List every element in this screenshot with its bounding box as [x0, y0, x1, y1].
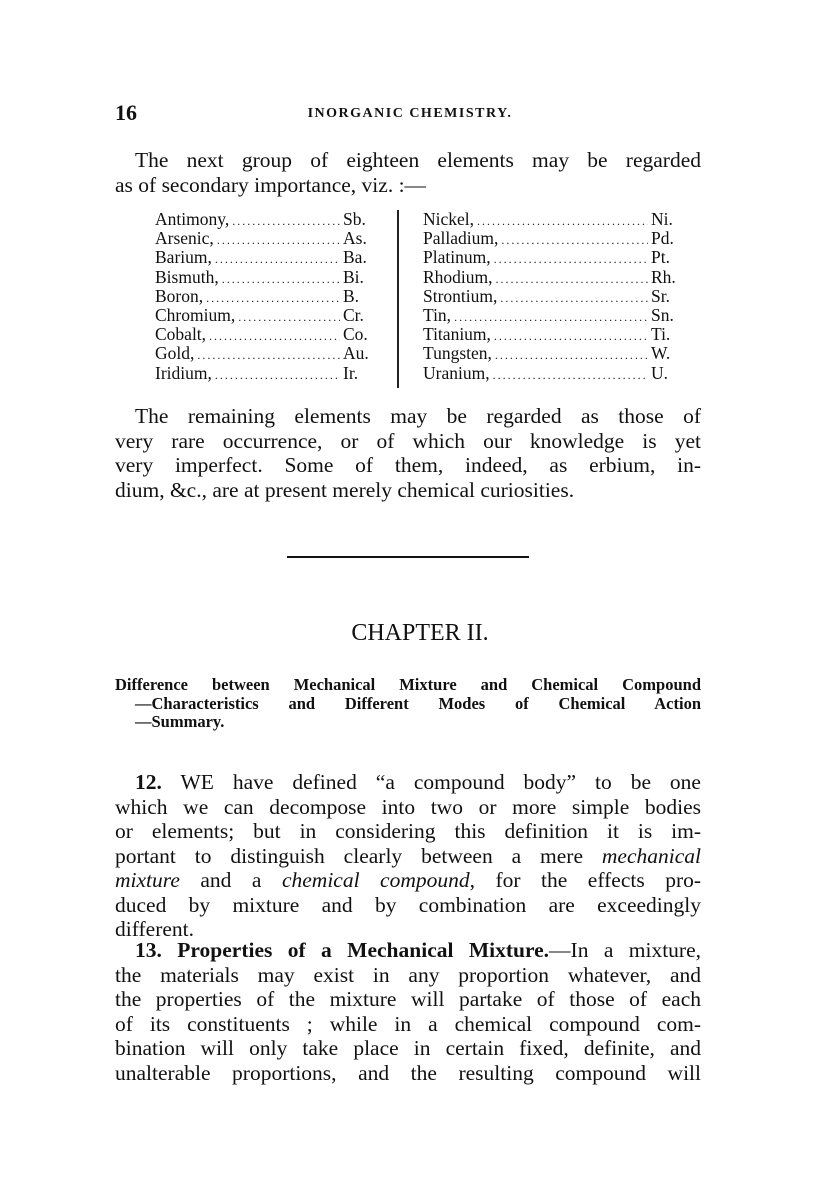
paragraph-line: bination will only take place in certain fixed, definite, and — [115, 1036, 701, 1060]
drop-word: WE — [180, 770, 214, 794]
element-name: Palladium, — [423, 228, 499, 249]
element-row — [423, 287, 685, 306]
element-symbol: B. — [343, 285, 360, 306]
dot-leader — [209, 327, 340, 346]
element-name: Tin, — [423, 304, 452, 325]
summary-line: Difference between Mechanical Mixture and Chemical Compound — [115, 675, 701, 694]
paragraph-line: The remaining elements may be regarded as those of — [135, 404, 701, 428]
element-symbol: Au. — [343, 343, 369, 364]
dot-leader — [215, 366, 340, 385]
summary-line: —Characteristics and Different Modes of Chemical Action — [135, 693, 701, 713]
summary-line: —Summary. — [135, 712, 225, 731]
element-name: Rhodium, — [423, 266, 493, 287]
paragraph-line: the properties of the mixture will partake of those of each — [115, 987, 701, 1011]
dot-leader — [477, 212, 648, 231]
running-title: INORGANIC CHEMISTRY. — [307, 106, 513, 121]
element-symbol: Sn. — [651, 304, 674, 325]
elements-column-left — [155, 210, 377, 383]
element-row — [423, 268, 685, 287]
element-row — [155, 306, 377, 325]
section-heading: Properties of a Mechanical Mixture. — [177, 938, 550, 962]
element-row — [423, 364, 685, 383]
italic-term: chemical compound — [281, 868, 470, 892]
element-row — [155, 229, 377, 248]
element-name: Barium, — [155, 247, 212, 268]
element-symbol: Ir. — [343, 362, 359, 383]
element-row — [155, 268, 377, 287]
running-head — [115, 100, 705, 130]
paragraph-line: of its constituents ; while in a chemical compound com- — [115, 1011, 701, 1036]
dot-leader — [197, 346, 340, 365]
element-symbol: Pt. — [651, 247, 670, 268]
paragraph-line: very imperfect. Some of them, indeed, as erbium, in- — [115, 453, 701, 477]
element-symbol: Co. — [343, 324, 368, 345]
dot-leader — [238, 308, 340, 327]
dot-leader — [493, 366, 648, 385]
dot-leader — [222, 270, 340, 289]
element-row — [155, 248, 377, 267]
element-row — [155, 344, 377, 363]
element-name: Nickel, — [423, 209, 475, 229]
paragraph-line: mixture and a chemical compound, for the effects pro- — [115, 868, 702, 892]
paragraph-line: dium, &c., are at present merely chemical curiosities. — [115, 477, 575, 502]
dot-leader — [232, 212, 340, 231]
paragraph-line: different. — [115, 917, 194, 941]
element-row — [423, 248, 685, 267]
dot-leader — [501, 231, 648, 250]
dot-leader — [494, 250, 648, 269]
element-symbol: Bi. — [343, 266, 364, 287]
paragraph-line: unalterable proportions, and the resulting compound will — [115, 1060, 701, 1085]
element-name: Tungsten, — [423, 343, 492, 364]
paragraph-line: duced by mixture and by combination are exceedingly — [115, 892, 701, 917]
element-row — [423, 344, 685, 363]
element-name: Antimony, — [155, 209, 230, 229]
paragraph-line: the materials may exist in any proportion whatever, and — [115, 962, 701, 987]
section-divider-rule — [287, 556, 529, 558]
dot-leader — [496, 270, 648, 289]
element-name: Boron, — [155, 285, 204, 306]
element-row — [155, 325, 377, 344]
element-symbol: Ti. — [651, 324, 671, 345]
element-row — [155, 287, 377, 306]
italic-term: mixture — [115, 868, 180, 892]
element-name: Platinum, — [423, 247, 491, 268]
section-12-paragraph — [115, 770, 701, 942]
element-name: Iridium, — [155, 362, 212, 383]
paragraph-line: which we can decompose into two or more simple bodies — [115, 794, 701, 819]
element-row — [155, 364, 377, 383]
paragraph-line: as of secondary importance, viz. :— — [115, 172, 427, 197]
element-symbol: W. — [651, 343, 671, 364]
section-number: 13. — [135, 938, 162, 962]
dot-leader — [215, 250, 340, 269]
paragraph-line: very rare occurrence, or of which our knowledge is yet — [115, 428, 701, 453]
element-name: Strontium, — [423, 285, 498, 306]
paragraph-line: or elements; but in considering this definition it is im- — [115, 819, 701, 843]
intro-paragraph — [115, 148, 701, 197]
section-13-paragraph — [115, 938, 701, 1085]
element-row — [423, 306, 685, 325]
elements-column-right — [423, 210, 685, 383]
element-symbol: Pd. — [651, 228, 674, 249]
chapter-summary — [115, 676, 701, 732]
element-row — [423, 210, 685, 229]
element-symbol: Ba. — [343, 247, 367, 268]
element-name: Chromium, — [155, 304, 236, 325]
element-symbol: Cr. — [343, 304, 364, 325]
element-name: Uranium, — [423, 362, 490, 383]
element-name: Bismuth, — [155, 266, 219, 287]
chapter-title: CHAPTER II. — [351, 620, 489, 646]
element-name: Cobalt, — [155, 324, 207, 345]
element-name: Gold, — [155, 343, 195, 364]
page-number: 16 — [115, 100, 137, 125]
dot-leader — [495, 346, 648, 365]
element-symbol: Sr. — [651, 285, 670, 306]
dot-leader — [500, 289, 648, 308]
remaining-elements-paragraph — [115, 404, 701, 502]
italic-term: mechanical — [601, 843, 701, 868]
element-symbol: As. — [343, 228, 367, 249]
paragraph-line: The next group of eighteen elements may be regarded — [135, 148, 701, 172]
paragraph-line: 13. Properties of a Mechanical Mixture.—In a mixture, — [135, 938, 702, 962]
paragraph-line: 12. WE have defined “a compound body” to be one — [135, 770, 701, 794]
paragraph-line: portant to distinguish clearly between a mere mechanical — [115, 843, 701, 868]
element-symbol: Rh. — [651, 266, 676, 287]
element-row — [423, 325, 685, 344]
element-name: Arsenic, — [155, 228, 214, 249]
element-symbol: U. — [651, 362, 669, 383]
section-number: 12. — [135, 770, 162, 794]
column-divider — [397, 210, 399, 388]
element-symbol: Ni. — [651, 209, 673, 229]
element-name: Titanium, — [423, 324, 491, 345]
element-row — [155, 210, 377, 229]
element-row — [423, 229, 685, 248]
element-symbol: Sb. — [343, 209, 366, 229]
dot-leader — [494, 327, 648, 346]
dot-leader — [217, 231, 340, 250]
